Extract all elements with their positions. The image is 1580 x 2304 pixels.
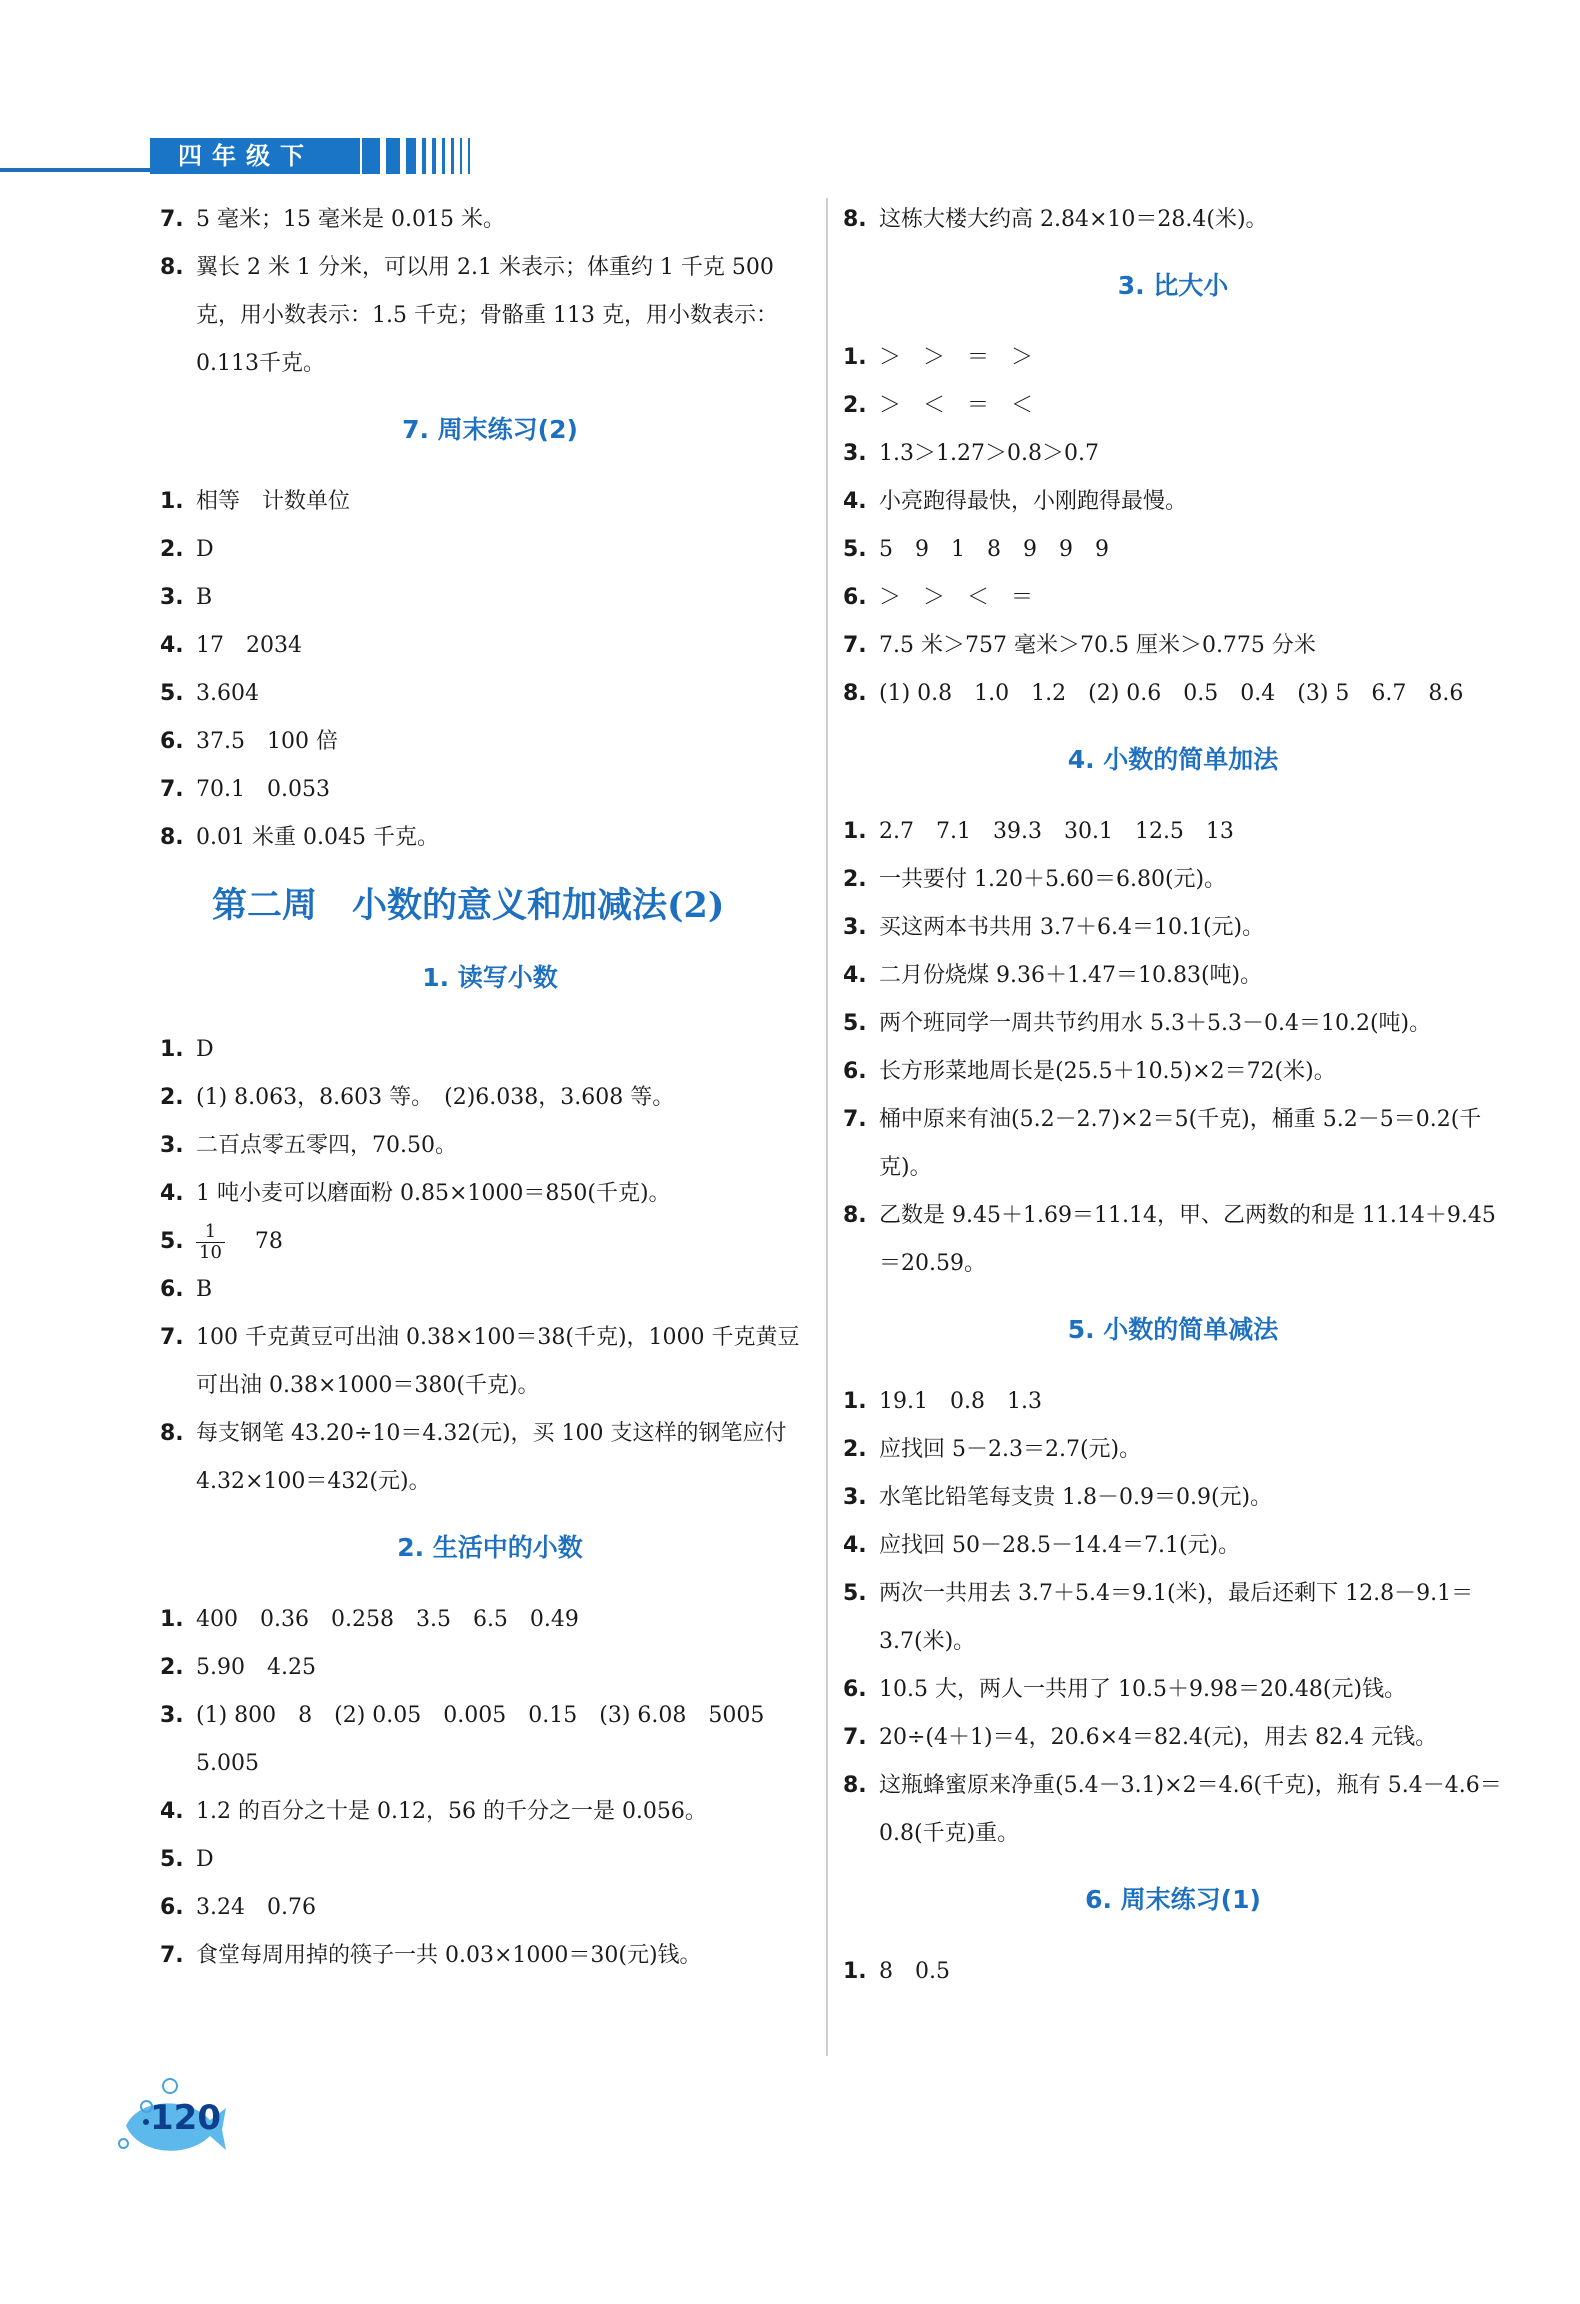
item-text: 水笔比铅笔每支贵 1.8－0.9＝0.9(元)。 [879,1485,1273,1510]
answer-item [160,718,820,766]
left-top-items [160,196,820,388]
answer-item [160,1218,820,1266]
item-number: 1. [843,345,867,370]
item-text: 乙数是 9.45＋1.69＝11.14，甲、乙两数的和是 11.14＋9.45＝20.59。 [879,1203,1496,1276]
item-number: 2. [160,1655,184,1680]
answer-item [843,1096,1503,1192]
item-number: 4. [843,1533,867,1558]
answer-item [843,904,1503,952]
item-text: 食堂每周用掉的筷子一共 0.03×1000＝30(元)钱。 [196,1943,702,1968]
answer-item [160,766,820,814]
item-number: 5. [843,1011,867,1036]
item-text: ＞ ＜ ＝ ＜ [879,393,1034,418]
item-text: 应找回 50－28.5－14.4＝7.1(元)。 [879,1533,1241,1558]
section-3-items [843,334,1503,718]
item-text: B [196,585,213,610]
answer-item [160,1074,820,1122]
answer-item [843,952,1503,1000]
answer-item [160,196,820,244]
item-text: ＞ ＞ ＝ ＞ [879,345,1034,370]
item-number: 3. [160,1133,184,1158]
item-text: 1 吨小麦可以磨面粉 0.85×1000＝850(千克)。 [196,1181,671,1206]
section-title: 4. 小数的简单加法 [1067,745,1279,774]
item-number: 4. [160,633,184,658]
item-number: 6. [160,1277,184,1302]
item-number: 7. [160,207,184,232]
grade-label: 四年级下 [150,138,360,174]
item-number: 4. [843,963,867,988]
header-stripes [362,138,476,174]
answer-item [160,814,820,862]
item-number: 7. [843,1725,867,1750]
answer-item [843,526,1503,574]
answer-item [843,1048,1503,1096]
item-number: 2. [160,537,184,562]
item-text: 400 0.36 0.258 3.5 6.5 0.49 [196,1607,579,1632]
item-text: 19.1 0.8 1.3 [879,1389,1042,1414]
answer-item [843,1570,1503,1666]
header-rule [0,168,150,172]
item-text: D [196,1037,214,1062]
item-text: 5.90 4.25 [196,1655,316,1680]
item-number: 6. [160,1895,184,1920]
item-number: 7. [843,633,867,658]
answer-item [843,1426,1503,1474]
column-divider [826,198,828,2056]
bubble-icon [140,2100,153,2113]
item-text: 买这两本书共用 3.7＋6.4＝10.1(元)。 [879,915,1265,940]
item-number: 3. [843,915,867,940]
item-number: 7. [160,777,184,802]
section-title: 2. 生活中的小数 [397,1533,583,1562]
answer-item [843,430,1503,478]
answer-item [843,1522,1503,1570]
item-number: 8. [160,825,184,850]
item-text: 1.2 的百分之十是 0.12，56 的千分之一是 0.056。 [196,1799,707,1824]
item-number: 5. [843,537,867,562]
item-number: 2. [843,1437,867,1462]
section-1-items [160,1026,820,1218]
left-column [160,196,820,1980]
answer-item [843,808,1503,856]
item-text: 37.5 100 倍 [196,729,338,754]
item-number: 1. [843,819,867,844]
item-text: D [196,1847,214,1872]
answer-item [843,382,1503,430]
item-text: 3.604 [196,681,259,706]
item-text: 这栋大楼大约高 2.84×10＝28.4(米)。 [879,207,1268,232]
item-text: 两次一共用去 3.7＋5.4＝9.1(米)，最后还剩下 12.8－9.1＝3.7(米)。 [879,1581,1474,1654]
section-5-items [843,1378,1503,1858]
item-number: 6. [843,585,867,610]
item-number: 8. [160,255,184,280]
item-text: 长方形菜地周长是(25.5＋10.5)×2＝72(米)。 [879,1059,1336,1084]
answer-item [843,1000,1503,1048]
item-text: 100 千克黄豆可出油 0.38×100＝38(千克)，1000 千克黄豆可出油 0.38×1000＝380(千克)。 [196,1325,800,1398]
answer-item [843,1714,1503,1762]
chapter-title: 第二周 小数的意义和加减法(2) [212,885,725,926]
item-number: 5. [843,1581,867,1606]
item-number: 1. [843,1389,867,1414]
fraction-numerator: 1 [196,1222,225,1243]
item-text: 3.24 0.76 [196,1895,316,1920]
item-number: 2. [843,393,867,418]
answer-item [160,244,820,388]
item-number: 6. [843,1677,867,1702]
fraction-denominator: 10 [199,1241,222,1263]
item-text: 7.5 米＞757 毫米＞70.5 厘米＞0.775 分米 [879,633,1316,658]
answer-item [160,1026,820,1074]
item-number: 8. [843,1773,867,1798]
item-text: (1) 8.063，8.603 等。 (2)6.038，3.608 等。 [196,1085,675,1110]
item-number: 6. [160,729,184,754]
answer-item [843,1192,1503,1288]
answer-item [843,1762,1503,1858]
item-text: 这瓶蜂蜜原来净重(5.4－3.1)×2＝4.6(千克)，瓶有 5.4－4.6＝0.8(千克)重。 [879,1773,1502,1846]
item-number: 7. [160,1943,184,1968]
answer-item [160,1836,820,1884]
item-number: 8. [843,681,867,706]
item-number: 4. [160,1799,184,1824]
answer-item [843,334,1503,382]
section-title: 3. 比大小 [1117,271,1229,300]
item-text: 二月份烧煤 9.36＋1.47＝10.83(吨)。 [879,963,1263,988]
section-4-items [843,808,1503,1288]
answer-item [843,574,1503,622]
answer-item [160,1170,820,1218]
answer-item [160,670,820,718]
item-text: 70.1 0.053 [196,777,330,802]
item-text: 每支钢笔 43.20÷10＝4.32(元)，买 100 支这样的钢笔应付 4.32×100＝432(元)。 [196,1421,787,1494]
item-text: 5 9 1 8 9 9 9 [879,537,1109,562]
item-text: 8 0.5 [879,1959,950,1984]
answer-item [843,1666,1503,1714]
item-number: 8. [160,1421,184,1446]
bubble-icon [118,2138,129,2149]
item-text: 2.7 7.1 39.3 30.1 12.5 13 [879,819,1234,844]
answer-item [843,478,1503,526]
answer-item [160,526,820,574]
item-text: 小亮跑得最快，小刚跑得最慢。 [879,489,1188,514]
fraction [196,1222,225,1263]
item-number: 7. [160,1325,184,1350]
section-7-items [160,478,820,862]
item-text: 一共要付 1.20＋5.60＝6.80(元)。 [879,867,1227,892]
answer-item [160,1692,820,1788]
answer-item [160,1884,820,1932]
answer-item [160,1932,820,1980]
item-text: 17 2034 [196,633,302,658]
item-number: 8. [843,1203,867,1228]
section-title: 6. 周末练习(1) [1085,1885,1261,1914]
item-number: 1. [160,489,184,514]
right-column [843,196,1503,1996]
answer-item [160,1314,820,1410]
item-text: 相等 计数单位 [196,489,351,514]
answer-item [160,1266,820,1314]
item-number: 3. [160,1703,184,1728]
section-title: 5. 小数的简单减法 [1067,1315,1279,1344]
answer-item [160,1410,820,1506]
item-text: 二百点零五零四，70.50。 [196,1133,457,1158]
item-text: 5 毫米；15 毫米是 0.015 米。 [196,207,505,232]
item-number: 1. [160,1607,184,1632]
item-text: D [196,537,214,562]
answer-item [843,196,1503,244]
answer-item [160,574,820,622]
section-1-items-b [160,1266,820,1506]
answer-item [160,1596,820,1644]
item-text: B [196,1277,213,1302]
item-number: 3. [843,1485,867,1510]
page-number: 120 [150,2098,221,2138]
answer-item [843,670,1503,718]
answer-item [843,1378,1503,1426]
answer-item [160,1644,820,1692]
item-text: (1) 800 8 (2) 0.05 0.005 0.15 (3) 6.08 5005 5.005 [196,1703,787,1776]
item-text: 两个班同学一周共节约用水 5.3＋5.3－0.4＝10.2(吨)。 [879,1011,1432,1036]
item-text: 10.5 大，两人一共用了 10.5＋9.98＝20.48(元)钱。 [879,1677,1407,1702]
item-number: 4. [160,1181,184,1206]
answer-item [843,1948,1503,1996]
item-text: 78 [254,1229,283,1254]
item-text: 翼长 2 米 1 分米，可以用 2.1 米表示；体重约 1 千克 500 克，用小数表示：1.5 千克；骨骼重 113 克，用小数表示：0.113千克。 [196,255,778,376]
answer-item [843,622,1503,670]
right-top-items [843,196,1503,244]
item-number: 6. [843,1059,867,1084]
item-text: 1.3＞1.27＞0.8＞0.7 [879,441,1099,466]
item-number: 7. [843,1107,867,1132]
item-text: 20÷(4＋1)＝4，20.6×4＝82.4(元)，用去 82.4 元钱。 [879,1725,1438,1750]
section-title: 1. 读写小数 [422,963,558,992]
item-number: 8. [843,207,867,232]
answer-item [843,856,1503,904]
item-text: 桶中原来有油(5.2－2.7)×2＝5(千克)，桶重 5.2－5＝0.2(千克)。 [879,1107,1482,1180]
answer-item [160,478,820,526]
bubble-icon [162,2078,178,2094]
answer-item [160,1122,820,1170]
answer-item [843,1474,1503,1522]
item-number: 1. [160,1037,184,1062]
answer-item [160,622,820,670]
answer-item [160,1788,820,1836]
item-number: 5. [160,1847,184,1872]
item-text: (1) 0.8 1.0 1.2 (2) 0.6 0.5 0.4 (3) 5 6.7 8.6 [879,681,1464,706]
item-number: 1. [843,1959,867,1984]
item-number: 4. [843,489,867,514]
item-number: 2. [843,867,867,892]
item-text: ＞ ＞ ＜ ＝ [879,585,1034,610]
item-number: 2. [160,1085,184,1110]
section-6-items [843,1948,1503,1996]
item-number: 3. [843,441,867,466]
item-number: 3. [160,585,184,610]
item-text: 0.01 米重 0.045 千克。 [196,825,439,850]
item-text: 应找回 5－2.3＝2.7(元)。 [879,1437,1142,1462]
section-title: 7. 周末练习(2) [402,415,578,444]
section-2-items [160,1596,820,1980]
item-number: 5. [160,1229,184,1254]
item-number: 5. [160,681,184,706]
